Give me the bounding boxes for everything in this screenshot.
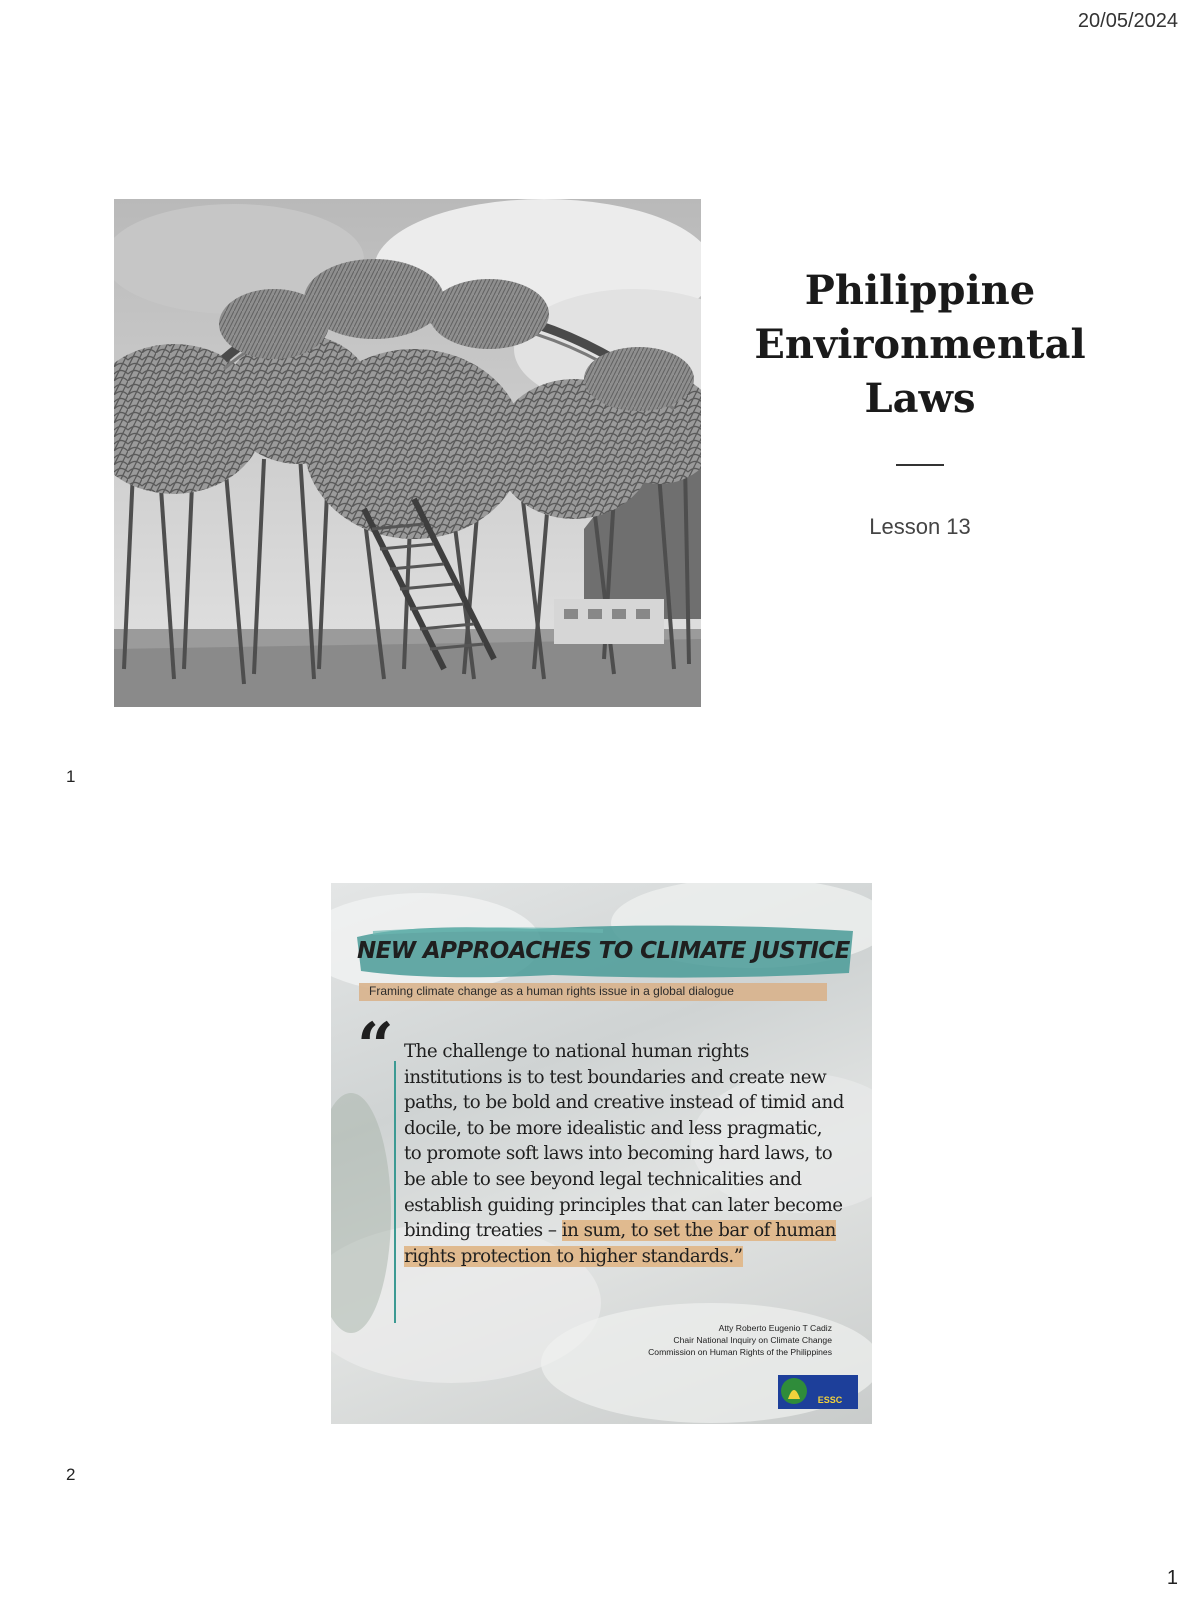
slide-1-title-block	[740, 264, 1100, 540]
quote-accent-bar	[394, 1061, 396, 1323]
open-quote-icon: “	[357, 1009, 394, 1084]
slide-2-infographic	[331, 883, 872, 1424]
print-date: 20/05/2024	[1077, 10, 1178, 32]
quote-text	[404, 1039, 844, 1269]
title-line: Philippine	[804, 267, 1036, 314]
title-line: Environmental	[754, 321, 1086, 368]
attribution-line: Chair National Inquiry on Climate Change	[673, 1335, 832, 1345]
slide-number-1: 1	[66, 767, 76, 786]
page-number: 1	[1166, 1567, 1178, 1589]
essc-logo	[778, 1375, 858, 1409]
attribution-line: Commission on Human Rights of the Philippines	[648, 1347, 832, 1357]
title-line: Laws	[864, 375, 976, 422]
slide-title	[740, 264, 1100, 426]
quote-highlight: in sum, to set the bar of human rights protection to higher standards.”	[404, 1220, 836, 1267]
slide-1-photo	[114, 199, 701, 707]
attribution-line: Atty Roberto Eugenio T Cadiz	[718, 1323, 832, 1333]
quote-attribution	[648, 1322, 832, 1358]
infographic-headline: NEW APPROACHES TO CLIMATE JUSTICE	[357, 938, 850, 964]
lesson-label: Lesson 13	[869, 514, 971, 539]
title-divider	[896, 464, 944, 466]
slide-number-2: 2	[66, 1465, 76, 1484]
infographic-subheadline: Framing climate change as a human rights issue in a global dialogue	[369, 984, 734, 998]
bamboo-structure-image	[114, 199, 701, 707]
quote-main: The challenge to national human rights institutions is to test boundaries and create new paths, to be bold and creative instead of timid and docile, to be more idealistic and less pragmatic, to promote soft laws into becoming hard laws, to be able to see beyond legal technicalities and establish guiding principles that can later become binding treaties –	[404, 1041, 844, 1242]
logo-text: ESSC	[817, 1395, 843, 1405]
